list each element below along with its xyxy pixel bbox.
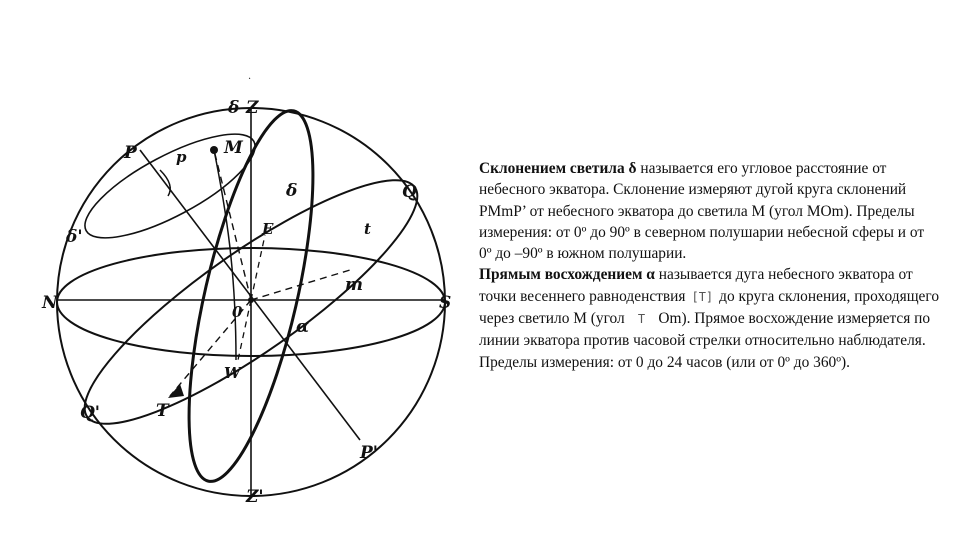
declination-paragraph xyxy=(479,158,939,264)
right-ascension-body-1: называется дуга небесного экватора от точки весеннего равноденствия xyxy=(479,266,913,305)
label-alpha: α xyxy=(296,317,310,337)
right-ascension-body-2: до круга склонения, проходящего через светило M (угол xyxy=(479,287,940,328)
label-m: M xyxy=(224,138,243,158)
stray-dot: · xyxy=(248,74,252,85)
label-pole-p: P xyxy=(124,143,137,163)
declination-body: называется его угловое расстояние от небесного экватора. Склонение измеряют дугой круга склонений PMmP’ от небесного экватора до светила M (угол MOm). Пределы измерения: от 0º до 90º в северном полушарии небесной сферы и от 0º до –90º в южном полушарии. xyxy=(479,160,925,263)
label-south: S xyxy=(439,293,452,313)
label-nadir: Z' xyxy=(246,487,264,507)
vernal-equinox-icon: [T] xyxy=(691,289,714,304)
point-o xyxy=(248,297,254,303)
arrow-gamma xyxy=(168,384,184,398)
label-q-prime: Q' xyxy=(80,403,101,423)
label-north: N xyxy=(42,293,58,313)
radius-east xyxy=(251,235,265,300)
right-ascension-term: Прямым восхождением α xyxy=(479,266,655,284)
vernal-equinox-icon-2: T xyxy=(637,312,646,327)
label-east: E xyxy=(262,220,274,238)
label-q: Q xyxy=(402,182,417,202)
label-t: t xyxy=(364,220,371,238)
definitions-text xyxy=(479,158,939,373)
label-delta-prime: δ' xyxy=(66,227,83,247)
label-delta-mid: δ xyxy=(286,181,298,201)
label-p-prime: P' xyxy=(360,443,378,463)
declination-term: Склонением светила δ xyxy=(479,160,637,177)
label-center: 0 xyxy=(232,303,243,321)
label-zenith: Z xyxy=(246,98,259,118)
right-ascension-paragraph xyxy=(479,264,939,372)
radius-om-equator xyxy=(251,270,350,300)
point-m xyxy=(210,146,218,154)
label-m-small: m xyxy=(345,275,363,295)
label-west: W xyxy=(224,364,241,382)
right-ascension-body-3: Om). Прямое восхождение измеряется по линии экватора против часовой стрелки относительно наблюдателя. Пределы измерения: от 0 до 24 часов (или от 0º до 360º). xyxy=(479,310,931,371)
celestial-sphere-diagram xyxy=(0,0,470,540)
label-p-small: p xyxy=(176,148,187,166)
label-delta-top: δ xyxy=(228,98,240,118)
label-vernal-equinox: T xyxy=(156,401,169,421)
